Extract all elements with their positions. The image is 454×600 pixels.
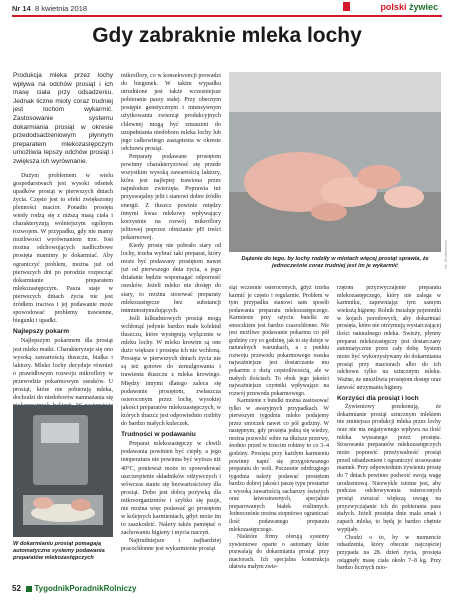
page-footer bbox=[12, 584, 136, 593]
footer-brand: TygodnikPoradnikRolniczy bbox=[34, 584, 137, 593]
article-title: Gdy zabraknie mleka lochy bbox=[92, 24, 362, 47]
photo-credit: fot. Shutterstock bbox=[443, 240, 448, 269]
paragraph: Jeśli kilkudniowych prosiąt mogą wchłonąć jedynie bardzo małe kolektuł tłuszczu, które występują wyłącznie w mleku lochy. W mleku krowim są one dużo większe i prosięta ich nie wchłoną. Prosięta w pierwszych dniach życia nie są też gotowe do zemulgowania i trawienia tłuszczu z mleka krowiego. Między innymi dlatego zaleca się podawanie prosiętom, zwłaszcza osieroconym przez lochę, wysokiej jakości preparatów mlekozastępczych, w których tłuszcz jest odpowiednio rozbity do bardzo małych kuleczek. bbox=[121, 315, 221, 428]
piglets-photo-art bbox=[229, 72, 441, 252]
paragraph: Dużym problemem w wielu gospodarstwach jest wysoki odsetek upadków prosiąt w pierwszych dniach życia. Często jest to efekt zwiększonej plenności macior. Ponadto prosięta wiedy rodzą się z niższą masą ciała i charakteryzują wolniejszym ogólnym rozwojem. W przypadku, gdy nie mamy możliwości wyrównaniem trze. Iosi można odchowujących nadliczbowe prosięta mamimy je dokarmiać. Aby ograniczyć problem, można już od pierwszych dni po porodzie rozpocząć dokarmianie preparatem mlekozastępczym. Pasza staje w pierwszych dniach życia nie jest źródłem traciwa i jej podawanie może spowodować problemy trawienne, biegunki i upadki. bbox=[13, 172, 113, 325]
column-3 bbox=[229, 285, 329, 572]
paragraph: rzętom przyzwyczajenie preparatu mlekozastępczego, który nie zalega w karmniku, zapewniając tym samym wieksżą higienę. Rolnik instaluje pojemniki w kojach porodowych, aby dokarmiać prosięta, które nie otrzymują wystarczającej ilości naturalnego mleka. Świeży, płynny preparat mlekozastępczy jest dostarczany automatycznie przez cały dobę. System może być wykorzystywany do dokarmiania prosiąt przy maciorach albo do ich odchowu tylko na sztucznym mleku. Ważne, że umożliwia prosiętom dostęp oraz łatwość utrzymania higieny. bbox=[337, 285, 441, 391]
tag-icon bbox=[343, 2, 350, 11]
page-number: 52 bbox=[12, 584, 21, 593]
column-4 bbox=[337, 285, 441, 573]
paragraph: Najlepszym pokarmem dla prosiąt jest mleko matki. Charakteryzuje się ono wysoką zawartością tłuszczu, białka i laktozy. Mleko lochy decyduje również o prawidłowym rozwoju mikroflory w przewodzie pokarmowym osesków. U prosiąt, które nie pobierają mleka, dochodzi do niedoborów namnażania się bbox=[13, 338, 113, 402]
column-1 bbox=[13, 72, 113, 426]
paragraph: Najtrudniejsze i najbardziej pracochłonne jest wykarmienie prosiąt bbox=[121, 538, 221, 553]
paragraph: Karmienie z butelki można zastosować tylko w awaryjnych przypadkach. W pierwszym tygodniu mleko podajemy przez smoczek nawet co pół godziny. W następnym, gdy prosięta jedną się wiedzy, można pozwolić sobie na dłuższe przerwy, średnio przed w trzecim robimy to co 3–4 godziny. Prosięta przy każdym karmieniu powinny napić się przygotowanego preparatu do woli. Poczesnie odrdrugiego tygodnia należy podawać prosiętom bardzo dobrej jakości paszę typu prestarter z wysoką zawartością sacharozy świeżych oraz łatwostrawnych, specjalnie preparowanych białek roślinnych. Jednocześnie można stopniowo ograniczać ilość podawanego preparatu mlekozastępczego. bbox=[229, 398, 329, 533]
feeder-photo bbox=[13, 405, 113, 537]
subheading: Trudności w podawaniu bbox=[121, 431, 196, 439]
issue-label: Nr 14 8 kwietnia 2018 bbox=[12, 4, 88, 13]
lead-paragraph: Produkcja mleka przez lochy wpływa na odchów prosiąt i ich masę ciała przy odsadzeniu. Jednak liczne mioty coraz trudniej jest lochom wykarmić. Zastosowanie systemu dokarmiania prosiąt w okresie przedodsadzeniowym płynnym preparatem mlekozastępczym umożliwia lepszy odchów prosiąt i zwiększa ich wyrównanie. bbox=[13, 72, 113, 165]
paragraph: Chodzi o to, by w momencie odsadzenia, który obecnie najczęściej przypada na 28. dzień życia, prosięta osiągnęły masę ciała około 7–8 kg. Przy bardzo licznych mio- bbox=[337, 534, 441, 572]
section-logo: polski żywiec bbox=[380, 2, 438, 12]
subheading: Najlepszy pokarm bbox=[13, 328, 70, 336]
page-header bbox=[0, 0, 454, 14]
paragraph: siąt wcześnie osieroconych, gdyż trzeba karmić je często i regularnie. Problem w tym przypadku stanowi sam sposób podawania preparatu mlekozastępczego. Karmienie przy użyciu butelki ze smoczkiem jest bardzo czasochłonne. Nie jest możliwe podawanie pokarmu co pół godziny czy co godzinę, jak to się dzieje w naturalnych warunkach, a z punktu rozwoju przewodu pokarmowego oseska najważniejsze jest dostarczanie mu pokarmu z dużą częstotliwością, ale w małych ilościach. To obok jego jakości najważniejsze czynniki wpływające na rozwój przewodu pokarmowego. bbox=[229, 285, 329, 397]
paragraph: Żywieniowy przekonują, że dokarmianie prosiąt sztucznym mlekiem nie zmniejsza produkcji mleka przez lochy oraz nie ma negatywnego wpływu na ilość mleka wyssanego przez prosięta. Stosowanie preparatów mlekozastępczych może poprawić przeżywalność prosiąt przed odsadzeniem i ograniczyć stosowanie mamek. Przy odpowiednim żywieniu prosię do 7 dniach powinno podwoić swoją wagę urodzeniową. Niezwykle istotne jest, aby podczas odchowywania osieroconych prosiąt zwracać większą uwagę na przyzwyczajanie ich do pobierania pasz stałych. Jeżeli prosięta dnie mała smak i zapach mleka, to będą je bardzo chętnie wypijały. bbox=[337, 404, 441, 533]
piglets-photo bbox=[229, 72, 441, 252]
paragraph: Niektóre firmy oferują systemy zywieniowe oparte o automaty które pozwalają do dokarmiania prosiąt przy maciorach. Ich specjalna konstrukcja ułatwia małym zwie- bbox=[229, 534, 329, 571]
subheading: Korzyści dla prosiąt i loch bbox=[337, 395, 419, 403]
header-rule bbox=[12, 15, 442, 17]
paragraph: mikroflory, co w konsekwencji prowadzi do biegunek. W takim wypadku utrudnione jest także wczesniejsze pobieranie paszy stałej. Przy obecnym postępie genetycznym i intensywnym użytkowaniu zwierząt produkcyjnych chlewnej mogą być zmuszeni do uzupełniania niedoboru mleka lochy lub jego całkowitego zastąpienia w okresie odchowu prosiąt. bbox=[121, 73, 221, 152]
photo-caption: Dążenie do tego, by lochy rodziły w miotach więcej prosiąt sprawia, że jednocześnie coraz trudniej jest im je wykarmić bbox=[241, 256, 429, 269]
feeder-photo-art bbox=[13, 405, 113, 537]
photo-caption: W dokarmianiu prosiąt pomagają automatyczne systemy podawania preparatów mlekozastępczych bbox=[13, 541, 105, 561]
paragraph: Preparaty podawane prosiętom powinny charakteryzować się przede wszystkim wysoką zawartością laktozy, która jest najlepiej trawiona przez najmłodsze zwierzęta. Poprawia też przyswajalny jelit i stanowi dobre źródło energii. Z tłuszcz powinie między innymi kwas mlekowy wpływający korzystnie na rozwój mikroflory jelitowej poprzez obniżanie pH treści pokarmowej. bbox=[121, 153, 221, 241]
column-2 bbox=[121, 72, 221, 554]
paragraph: Preparat mlekozastępczy w chwili podawania powinien być ciepły, a jego temperatura nie powinna być wyższa niż 40°C, ponieważ może to spowodować uszczerpienie składników odżywczych i wówczas stanie się bezwartościowy dla prosiąt. Dobo jest dobrą pożywką dla mikroorganizmów i szybko się psuje, nie można więc podawać go prosiętom w kolejnych karmieniach, gdyż może im to zaszkodzić. Należy także pamiętać o zachowaniu higieny i mycia naczyń. bbox=[121, 441, 221, 537]
brand-square-icon bbox=[26, 586, 32, 592]
paragraph: Kiedy prosię nie pobrało siary od lochy, trzeba wybrać taki preparat, który może być podawany prosiętom nawet już od pierwszego dnia życia, a jego działanie będzie wspomagać odporność osesków. Jeżeli mleko nie dostęp do siary, to można stosować preparaty mlekozastępcze bez substancji immunostymulujących. bbox=[121, 242, 221, 314]
